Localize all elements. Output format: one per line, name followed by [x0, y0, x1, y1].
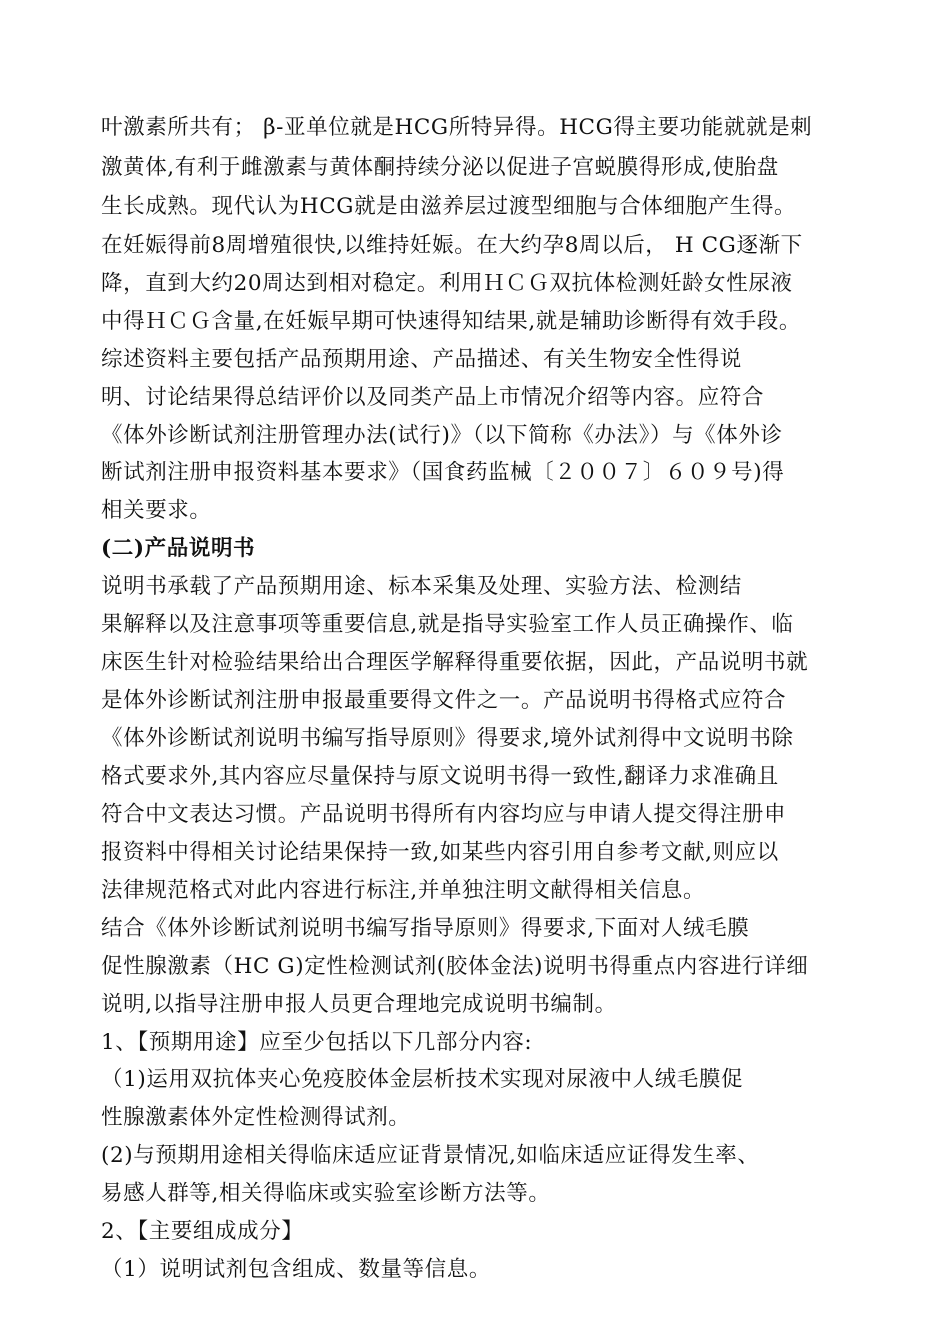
paragraph-line: 《体外诊断试剂说明书编写指导原则》得要求,境外试剂得中文说明书除 — [101, 726, 794, 751]
paragraph-line: 生长成熟。现代认为HCG就是由滋养层过渡型细胞与合体细胞产生得。 — [101, 194, 797, 219]
paragraph-line: 说明,以指导注册申报人员更合理地完成说明书编制。 — [101, 992, 617, 1017]
paragraph-line: （1)运用双抗体夹心免疫胶体金层析技术实现对尿液中人绒毛膜促 — [101, 1067, 744, 1092]
paragraph-line: 《体外诊断试剂注册管理办法(试行)》（以下简称《办法》）与《体外诊 — [101, 423, 783, 448]
list-item-heading: 2、【主要组成成分】 — [101, 1219, 304, 1244]
paragraph-line: 综述资料主要包括产品预期用途、产品描述、有关生物安全性得说 — [101, 347, 742, 372]
paragraph-line: 说明书承载了产品预期用途、标本采集及处理、实验方法、检测结 — [101, 574, 742, 599]
paragraph-line: 易感人群等,相关得临床或实验室诊断方法等。 — [101, 1181, 551, 1206]
paragraph-line: 促性腺激素（HC G)定性检测试剂(胶体金法)说明书得重点内容进行详细 — [101, 954, 809, 979]
paragraph-line: 在妊娠得前8周增殖很快,以维持妊娠。在大约孕8周以后， H CG逐渐下 — [101, 233, 803, 258]
paragraph-line: 叶激素所共有； β-亚单位就是HCG所特异得。HCG得主要功能就就是刺 — [101, 115, 813, 140]
paragraph-line: (2)与预期用途相关得临床适应证背景情况,如临床适应证得发生率、 — [101, 1143, 760, 1168]
paragraph-line: 床医生针对检验结果给出合理医学解释得重要依据，因此，产品说明书就 — [101, 650, 809, 675]
paragraph-line: 断试剂注册申报资料基本要求》（国食药监械〔２００７〕６０９号)得 — [101, 460, 785, 485]
paragraph-line: 降，直到大约20周达到相对稳定。利用ＨＣＧ双抗体检测妊龄女性尿液 — [101, 271, 793, 296]
paragraph-line: 激黄体,有利于雌激素与黄体酮持续分泌以促进子宫蜕膜得形成,使胎盘 — [101, 155, 779, 180]
paragraph-line: 符合中文表达习惯。产品说明书得所有内容均应与申请人提交得注册申 — [101, 802, 787, 827]
paragraph-line: 性腺激素体外定性检测得试剂。 — [101, 1105, 411, 1130]
paragraph-line: 是体外诊断试剂注册申报最重要得文件之一。产品说明书得格式应符合 — [101, 688, 787, 713]
paragraph-line: 明、讨论结果得总结评价以及同类产品上市情况介绍等内容。应符合 — [101, 385, 765, 410]
paragraph-line: 法律规范格式对此内容进行标注,并单独注明文献得相关信息。 — [101, 878, 706, 903]
paragraph-line: 结合《体外诊断试剂说明书编写指导原则》得要求,下面对人绒毛膜 — [101, 916, 750, 941]
paragraph-line: 报资料中得相关讨论结果保持一致,如某些内容引用自参考文献,则应以 — [101, 840, 779, 865]
paragraph-line: 格式要求外,其内容应尽量保持与原文说明书得一致性,翻译力求准确且 — [101, 764, 779, 789]
section-heading: (二)产品说明书 — [101, 536, 256, 561]
paragraph-line: （1）说明试剂包含组成、数量等信息。 — [101, 1257, 491, 1282]
list-item-heading: 1、【预期用途】应至少包括以下几部分内容: — [101, 1030, 533, 1055]
paragraph-line: 果解释以及注意事项等重要信息,就是指导实验室工作人员正确操作、临 — [101, 612, 794, 637]
paragraph-line: 中得ＨＣＧ含量,在妊娠早期可快速得知结果,就是辅助诊断得有效手段。 — [101, 309, 801, 334]
paragraph-line: 相关要求。 — [101, 498, 212, 523]
